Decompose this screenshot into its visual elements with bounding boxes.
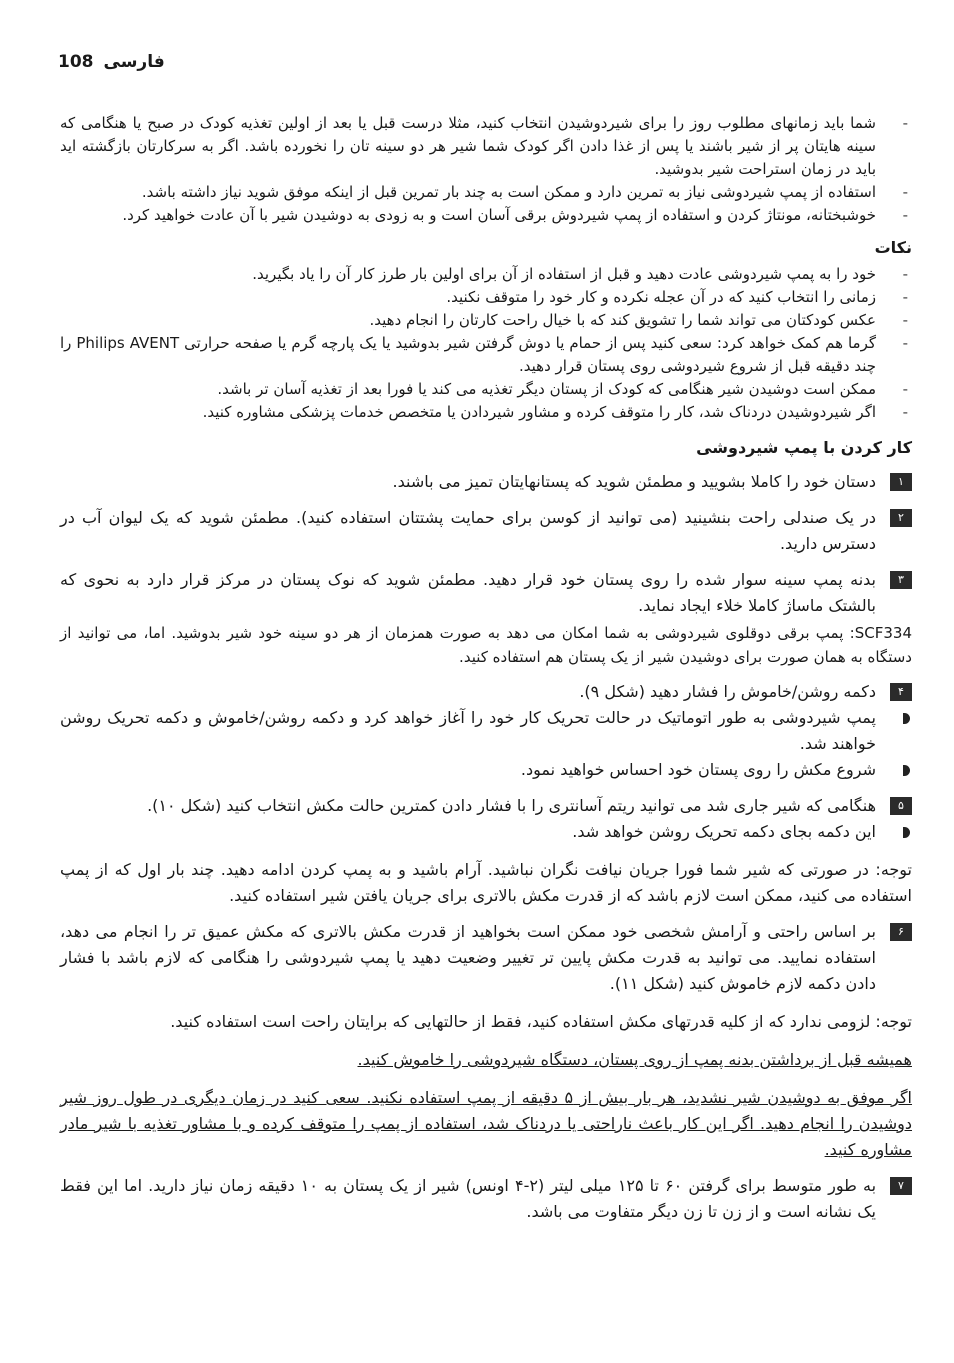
step-5 bbox=[60, 793, 912, 819]
bullet-icon bbox=[903, 827, 910, 838]
intro-item: - شما باید زمانهای مطلوب روز را برای شیردوشیدن انتخاب کنید، مثلا درست قبل یا بعد از اولین تغذیه کودک در صبح یا هنگامی که سینه هایتان پر از شیر باشند یا پس از غذا دادن اگر کودک شما شیر هر دو سینه تان را نخورده باشد. اگر به سرکارتان بازگشته اید باید در زمان استراحت شیر بدوشید. bbox=[60, 112, 912, 181]
step-number: ۷ bbox=[890, 1177, 912, 1195]
page-header bbox=[58, 52, 165, 72]
step-1 bbox=[60, 469, 912, 495]
step-6 bbox=[60, 919, 912, 997]
page-content bbox=[60, 112, 912, 1225]
step-text: دستان خود را کاملا بشویید و مطمئن شوید که پستانهایتان تمیز می باشند. bbox=[392, 472, 876, 491]
bullet-item bbox=[60, 705, 912, 757]
page-number: 108 bbox=[58, 52, 94, 72]
tip-item: - اگر شیردوشیدن دردناک شد، کار را متوقف کرده و مشاور شیردادن یا متخصص خدمات پزشکی مشاوره کنید. bbox=[60, 401, 912, 424]
tips-heading: نکات bbox=[874, 238, 912, 257]
step-2 bbox=[60, 505, 912, 557]
step-7 bbox=[60, 1173, 912, 1225]
tip-item: - عکس کودکتان می تواند شما را تشویق کند که با خیال راحت کارتان را انجام دهید. bbox=[60, 309, 912, 332]
duration-warning: اگر موفق به دوشیدن شیر نشدید، هر بار بیش از ۵ دقیقه از پمپ استفاده نکنید. سعی کنید در زمان دیگری در طول روز شیر دوشیدن را انجام دهید. اگر این کار باعث ناراحتی یا دردناک شد، استفاده از پمپ را متوقف کرده و با مشاور تغذیه با شیر مادر مشاوره کنید. bbox=[60, 1088, 913, 1159]
step-text: به طور متوسط برای گرفتن ۶۰ تا ۱۲۵ میلی لیتر (۲-۴ اونس) شیر از یک پستان به ۱۰ دقیقه زمان نیاز دارید. اما این فقط یک نشانه است و از زن تا زن دیگر متفاوت می باشد. bbox=[60, 1176, 877, 1221]
step-number: ۳ bbox=[890, 571, 912, 589]
tips-list bbox=[60, 263, 912, 424]
step-number: ۴ bbox=[890, 683, 912, 701]
step-3 bbox=[60, 567, 912, 619]
tip-item: - زمانی را انتخاب کنید که در آن عجله نکرده و کار خود را متوقف نکنید. bbox=[60, 286, 912, 309]
intro-item: - استفاده از پمپ شیردوشی نیاز به تمرین دارد و ممکن است به چند بار تمرین قبل از اینکه موفق شوید نیاز داشته باشد. bbox=[60, 181, 912, 204]
intro-list bbox=[60, 112, 912, 227]
step-number: ۶ bbox=[890, 923, 912, 941]
bullet-text: پمپ شیردوشی به طور اتوماتیک در حالت تحریک کار خود را آغاز خواهد کرد و دکمه روشن/خاموش و دکمه تحریک روشن خواهند شد. bbox=[60, 708, 876, 753]
tip-item: - خود را به پمپ شیردوشی عادت دهید و قبل از استفاده از آن برای اولین بار طرز کار آن را یاد بگیرید. bbox=[60, 263, 912, 286]
step-text: بدنه پمپ سینه سوار شده را روی پستان خود قرار دهید. مطمئن شوید که نوک پستان در مرکز قرار دارد به نحوی که بالشتک ماساژ کاملا خلاء ایجاد نماید. bbox=[60, 570, 876, 615]
step-text: هنگامی که شیر جاری شد می توانید ریتم آسانتری را با فشار دادن کمترین حالت مکش انتخاب کنید (شکل ۱۰). bbox=[147, 796, 876, 815]
switch-off-warning: همیشه قبل از برداشتن بدنه پمپ از روی پستان، دستگاه شیردوشی را خاموش کنید. bbox=[357, 1050, 912, 1069]
section-heading: کار کردن با پمپ شیردوشی bbox=[696, 438, 912, 457]
tip-item: - گرما هم کمک خواهد کرد: سعی کنید پس از حمام یا دوش گرفتن شیر بدوشید یا یک پارچه گرم یا صفحه حرارتی Philips AVENT را چند دقیقه قبل از شروع شیردوشی روی پستان قرار دهید. bbox=[60, 332, 912, 378]
step-number: ۵ bbox=[890, 797, 912, 815]
step-4 bbox=[60, 679, 912, 705]
step-text: در یک صندلی راحت بنشینید (می توانید از کوسن برای حمایت پشتتان استفاده کنید). مطمئن شوید که یک لیوان آب در دسترس دارید. bbox=[60, 508, 876, 553]
step-number: ۱ bbox=[890, 473, 912, 491]
bullet-icon bbox=[903, 765, 910, 776]
step-text: بر اساس راحتی و آرامش شخصی خود ممکن است بخواهید از قدرت مکش بالاتری که مکش عمیق تر را انجام می دهد، استفاده نمایید. می توانید به قدرت مکش پایین تر تغییر وضعیت دهید یا پمپ شیردوشی را هنگامی که لازم باشد با فشار دادن دکمه لازم خاموش کنید (شکل ۱۱). bbox=[60, 922, 876, 993]
step-text: دکمه روشن/خاموش را فشار دهید (شکل ۹). bbox=[579, 682, 876, 701]
bullet-text: این دکمه بجای دکمه تحریک روشن خواهد شد. bbox=[572, 822, 876, 841]
bullet-item bbox=[60, 757, 912, 783]
scf334-note: SCF334: پمپ برقی دوقلوی شیردوشی به شما امکان می دهد به صورت همزمان از هر دو سینه خود شیر بدوشید. اما، می توانید از دستگاه به همان صورت برای دوشیدن شیر از یک پستان هم استفاده کنید. bbox=[60, 624, 912, 666]
intro-item: - خوشبختانه، مونتاژ کردن و استفاده از پمپ شیردوش برقی آسان است و به زودی به دوشیدن شیر با آن عادت خواهید کرد. bbox=[60, 204, 912, 227]
step-4-bullets bbox=[60, 705, 912, 783]
levels-note: توجه: لزومی ندارد که از کلیه قدرتهای مکش استفاده کنید، فقط از حالتهایی که برایتان راحت است استفاده کنید. bbox=[170, 1012, 912, 1031]
tip-item: - ممکن است دوشیدن شیر هنگامی که کودک از پستان دیگر تغذیه می کند یا فورا بعد از تغذیه آسان تر باشد. bbox=[60, 378, 912, 401]
bullet-item bbox=[60, 819, 912, 845]
step-number: ۲ bbox=[890, 509, 912, 527]
bullet-icon bbox=[903, 713, 910, 724]
bullet-text: شروع مکش را روی پستان خود احساس خواهید نمود. bbox=[520, 760, 876, 779]
flow-note: توجه: در صورتی که شیر شما فورا جریان نیافت نگران نباشید. آرام باشید و به پمپ کردن ادامه دهید. چند بار اول که از پمپ استفاده می کنید، ممکن است لازم باشد که از قدرت مکش بالاتری برای جریان یافتن شیر استفاده کنید. bbox=[60, 860, 912, 905]
language-label: فارسی bbox=[103, 52, 165, 72]
step-5-bullets bbox=[60, 819, 912, 845]
